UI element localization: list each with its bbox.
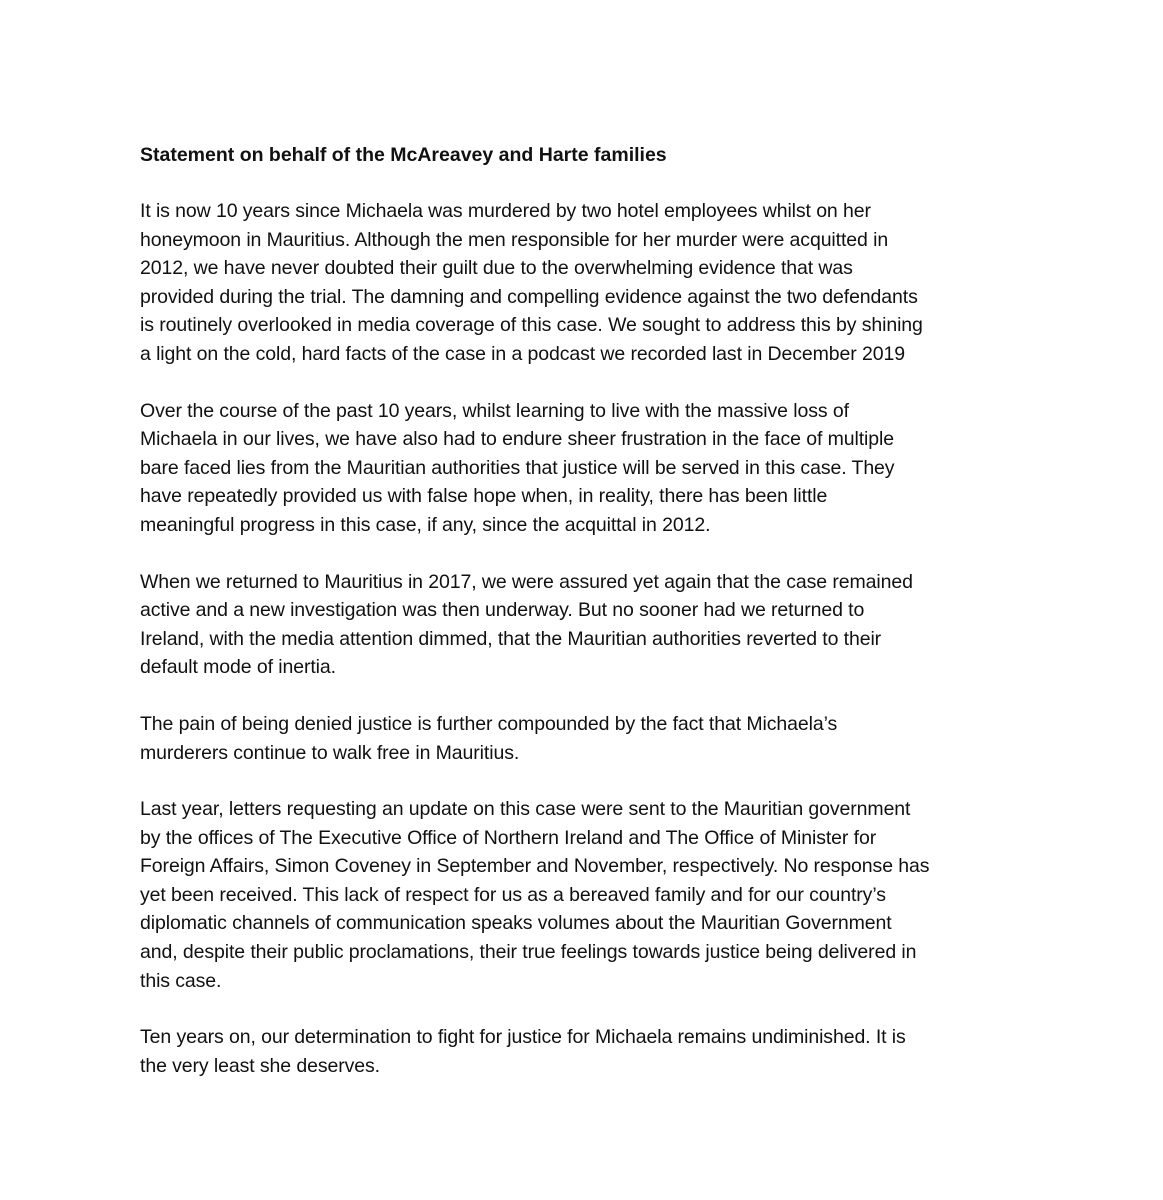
paragraph-line: default mode of inertia. — [140, 656, 336, 679]
paragraph-line: Ireland, with the media attention dimmed, that the Mauritian authorities reverted to their — [140, 627, 882, 650]
paragraph-line: bare faced lies from the Mauritian authorities that justice will be served in this case. They — [140, 456, 895, 479]
paragraph-line: active and a new investigation was then underway. But no sooner had we returned to — [140, 599, 865, 622]
paragraph-line: When we returned to Mauritius in 2017, we were assured yet again that the case remained — [140, 570, 913, 593]
paragraph-frustration — [140, 397, 1025, 540]
paragraph-conclusion — [140, 1023, 1025, 1080]
paragraph-line: Ten years on, our determination to fight for justice for Michaela remains undiminished. It is — [140, 1026, 906, 1049]
paragraph-pain — [140, 710, 1025, 767]
paragraph-line: by the offices of The Executive Office of Northern Ireland and The Office of Minister for — [140, 826, 877, 849]
paragraph-line: meaningful progress in this case, if any, since the acquittal in 2012. — [140, 513, 711, 536]
paragraph-line: honeymoon in Mauritius. Although the men responsible for her murder were acquitted in — [140, 228, 889, 251]
paragraph-line: provided during the trial. The damning and compelling evidence against the two defendants — [140, 285, 918, 308]
paragraph-anniversary — [140, 197, 1025, 369]
statement-title: Statement on behalf of the McAreavey and Harte families — [140, 144, 667, 166]
paragraph-line: Last year, letters requesting an update on this case were sent to the Mauritian government — [140, 798, 911, 821]
paragraph-line: Foreign Affairs, Simon Coveney in September and November, respectively. No response has — [140, 855, 930, 878]
paragraph-return-2017 — [140, 568, 1025, 682]
paragraph-line: this case. — [140, 969, 222, 992]
paragraph-line: Over the course of the past 10 years, whilst learning to live with the massive loss of — [140, 399, 849, 422]
paragraph-line: Michaela in our lives, we have also had to endure sheer frustration in the face of multiple — [140, 428, 894, 451]
paragraph-line: have repeatedly provided us with false hope when, in reality, there has been little — [140, 485, 828, 508]
paragraph-line: and, despite their public proclamations, their true feelings towards justice being delivered in — [140, 941, 917, 964]
paragraph-line: murderers continue to walk free in Mauritius. — [140, 741, 520, 764]
paragraph-line: diplomatic channels of communication speaks volumes about the Mauritian Government — [140, 912, 892, 935]
paragraph-line: the very least she deserves. — [140, 1054, 380, 1077]
paragraph-line: 2012, we have never doubted their guilt due to the overwhelming evidence that was — [140, 257, 853, 280]
paragraph-line: a light on the cold, hard facts of the case in a podcast we recorded last in December 2019 — [140, 342, 905, 365]
paragraph-line: is routinely overlooked in media coverage of this case. We sought to address this by shining — [140, 314, 923, 337]
paragraph-line: The pain of being denied justice is further compounded by the fact that Michaela’s — [140, 712, 838, 735]
paragraph-letters — [140, 795, 1025, 995]
paragraph-line: yet been received. This lack of respect for us as a bereaved family and for our country’s — [140, 883, 886, 906]
paragraph-line: It is now 10 years since Michaela was murdered by two hotel employees whilst on her — [140, 200, 871, 222]
document-body — [140, 141, 1025, 1108]
